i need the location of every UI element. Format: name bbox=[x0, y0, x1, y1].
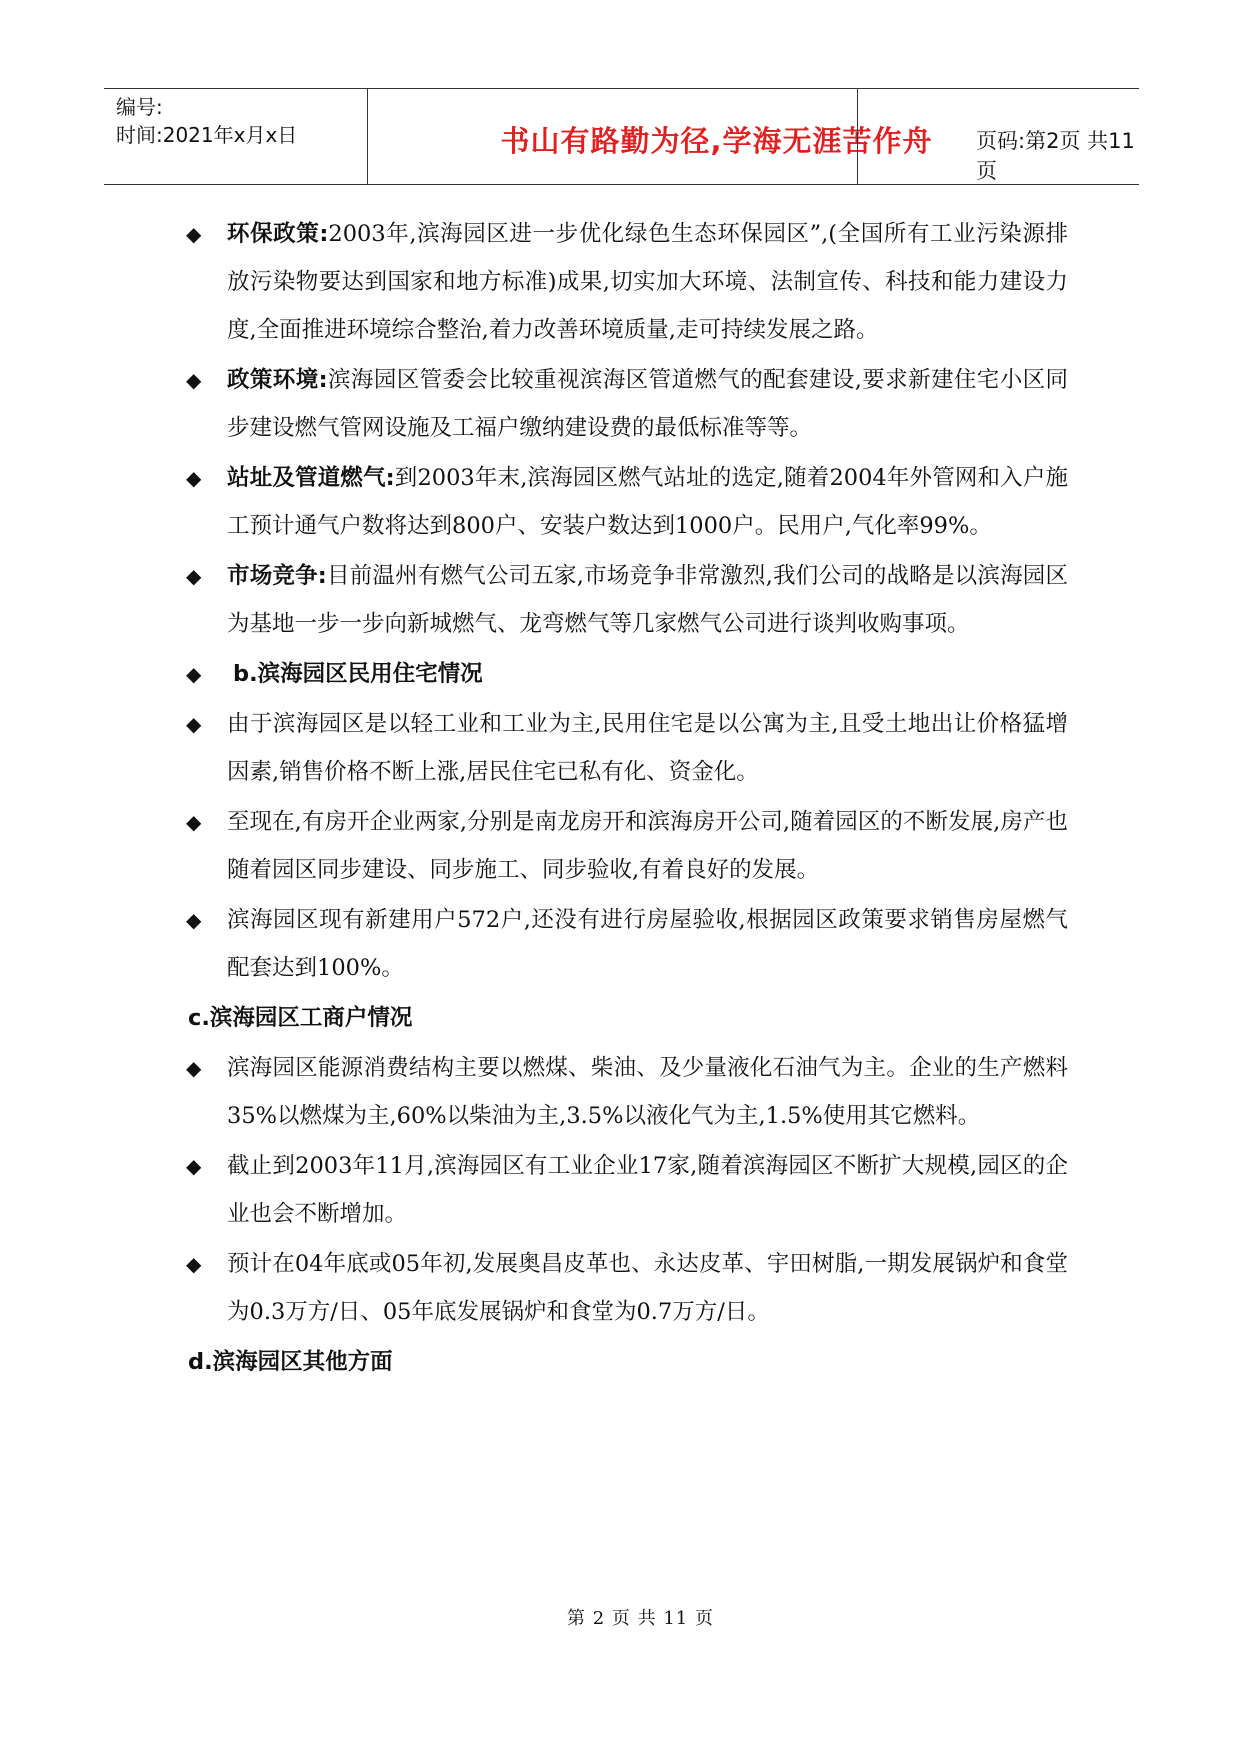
item-title: 站址及管道燃气: bbox=[227, 465, 395, 491]
diamond-bullet-icon: ◆ bbox=[186, 564, 202, 588]
document-number-label: 编号: bbox=[116, 95, 163, 119]
document-body bbox=[188, 210, 1068, 1388]
diamond-bullet-icon: ◆ bbox=[186, 712, 202, 736]
item-text: 至现在,有房开企业两家,分别是南龙房开和滨海房开公司,随着园区的不断发展,房产也随着园区同步建设、同步施工、同步验收,有着良好的发展。 bbox=[227, 809, 1068, 883]
item-text: 滨海园区能源消费结构主要以燃煤、柴油、及少量液化石油气为主。企业的生产燃料35%以燃煤为主,60%以柴油为主,3.5%以液化气为主,1.5%使用其它燃料。 bbox=[227, 1055, 1068, 1129]
diamond-bullet-icon: ◆ bbox=[186, 810, 202, 834]
item-title: 政策环境: bbox=[227, 367, 328, 393]
header-page-label: 页码:第2页 共11页 bbox=[976, 129, 1135, 183]
item-text: 滨海园区现有新建用户572户,还没有进行房屋验收,根据园区政策要求销售房屋燃气配套达到100%。 bbox=[227, 907, 1068, 981]
section-heading-d: d.滨海园区其他方面 bbox=[188, 1349, 393, 1375]
item-title: b.滨海园区民用住宅情况 bbox=[233, 661, 483, 687]
list-item bbox=[188, 700, 1068, 796]
diamond-bullet-icon: ◆ bbox=[186, 368, 202, 392]
item-text: 滨海园区管委会比较重视滨海区管道燃气的配套建设,要求新建住宅小区同步建设燃气管网设施及工福户缴纳建设费的最低标准等等。 bbox=[227, 367, 1069, 441]
item-text: 预计在04年底或05年初,发展奥昌皮革也、永达皮革、宇田树脂,一期发展锅炉和食堂为0.3万方/日、05年底发展锅炉和食堂为0.7万方/日。 bbox=[227, 1251, 1068, 1325]
document-time-label: 时间:2021年x月x日 bbox=[116, 123, 298, 147]
item-title: 市场竞争: bbox=[227, 563, 327, 589]
diamond-bullet-icon: ◆ bbox=[186, 662, 202, 686]
diamond-bullet-icon: ◆ bbox=[186, 1252, 202, 1276]
item-text: 到2003年末,滨海园区燃气站址的选定,随着2004年外管网和入户施工预计通气户数将达到800户、安装户数达到1000户。民用户,气化率99%。 bbox=[227, 465, 1069, 539]
diamond-bullet-icon: ◆ bbox=[186, 466, 202, 490]
header-divider bbox=[367, 89, 368, 184]
diamond-bullet-icon: ◆ bbox=[186, 908, 202, 932]
diamond-bullet-icon: ◆ bbox=[186, 1056, 202, 1080]
item-text: 目前温州有燃气公司五家,市场竞争非常激烈,我们公司的战略是以滨海园区为基地一步一步向新城燃气、龙弯燃气等几家燃气公司进行谈判收购事项。 bbox=[227, 563, 1068, 637]
header-left bbox=[116, 93, 297, 149]
list-item bbox=[188, 552, 1068, 648]
section-heading-c: c.滨海园区工商户情况 bbox=[188, 1005, 413, 1031]
list-item bbox=[188, 210, 1068, 354]
list-item bbox=[188, 1044, 1068, 1140]
list-item bbox=[188, 798, 1068, 894]
item-title: 环保政策: bbox=[227, 221, 329, 247]
item-text: 由于滨海园区是以轻工业和工业为主,民用住宅是以公寓为主,且受土地出让价格猛增因素,销售价格不断上涨,居民住宅已私有化、资金化。 bbox=[227, 711, 1068, 785]
page-footer bbox=[0, 1604, 1241, 1630]
diamond-bullet-icon: ◆ bbox=[186, 1154, 202, 1178]
page-number: 第 2 页 共 11 页 bbox=[567, 1608, 714, 1629]
list-item bbox=[188, 454, 1068, 550]
list-item bbox=[188, 356, 1068, 452]
page-header bbox=[104, 88, 1139, 185]
list-item bbox=[188, 1142, 1068, 1238]
header-divider bbox=[857, 89, 858, 184]
item-text: 截止到2003年11月,滨海园区有工业企业17家,随着滨海园区不断扩大规模,园区的企业也会不断增加。 bbox=[227, 1153, 1068, 1227]
header-motto: 书山有路勤为径,学海无涯苦作舟 bbox=[500, 124, 933, 158]
item-text: 2003年,滨海园区进一步优化绿色生态环保园区”,(全国所有工业污染源排放污染物要达到国家和地方标准)成果,切实加大环境、法制宣传、科技和能力建设力度,全面推进环境综合整治,着力改善环境质量,走可持续发展之路。 bbox=[227, 221, 1068, 343]
list-item bbox=[188, 896, 1068, 992]
list-item bbox=[188, 1240, 1068, 1336]
diamond-bullet-icon: ◆ bbox=[186, 222, 202, 246]
section-heading-b bbox=[188, 650, 1068, 698]
